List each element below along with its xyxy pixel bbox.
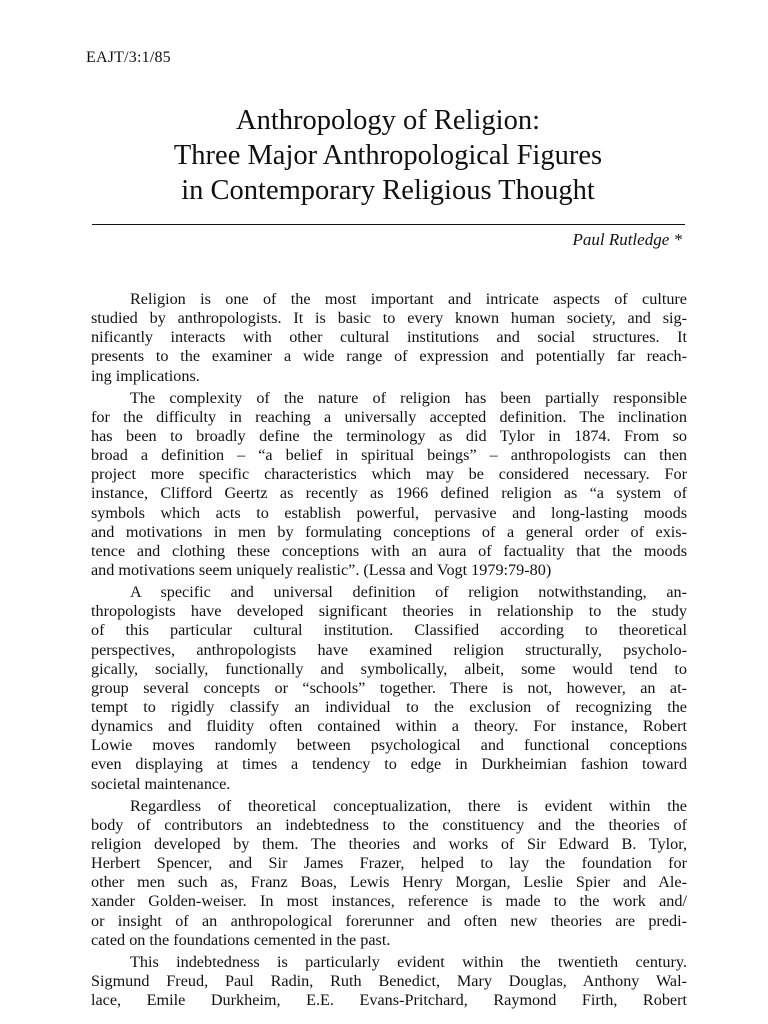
paragraph [91, 583, 687, 794]
text-line: This indebtedness is particularly evident within the twentieth century. [130, 952, 687, 971]
text-line: tence and clothing these conceptions with an aura of factuality that the moods [91, 541, 687, 560]
title-line: Three Major Anthropological Figures [173, 140, 603, 171]
paragraph [91, 797, 687, 950]
text-line: xander Golden-weiser. In most instances, reference is made to the work and/ [91, 892, 687, 911]
author-name: Paul Rutledge * [572, 230, 682, 249]
text-line: project more specific characteristics which may be considered necessary. For [91, 465, 687, 484]
text-line: studied by anthropologists. It is basic to every known human society, and sig- [91, 309, 687, 328]
text-line: nificantly interacts with other cultural institutions and social structures. It [91, 328, 687, 347]
text-line: presents to the examiner a wide range of expression and potentially far reach- [91, 347, 687, 366]
text-line: instance, Clifford Geertz as recently as 1966 defined religion as “a system of [91, 484, 687, 503]
paragraph [91, 290, 687, 386]
text-line: body of contributors an indebtedness to the constituency and the theories of [91, 815, 687, 834]
text-line: dynamics and fluidity often contained within a theory. For instance, Robert [91, 717, 687, 736]
text-line: Sigmund Freud, Paul Radin, Ruth Benedict, Mary Douglas, Anthony Wal- [91, 971, 687, 990]
journal-reference: EAJT/3:1/85 [86, 49, 171, 66]
text-line: The complexity of the nature of religion has been partially responsible [130, 388, 687, 407]
title-divider [92, 224, 685, 225]
text-line: gically, socially, functionally and symbolically, albeit, some would tend to [91, 659, 687, 678]
text-line: cated on the foundations cemented in the past. [91, 930, 391, 949]
text-line: has been to broadly define the terminology as did Tylor in 1874. From so [91, 426, 687, 445]
text-line: and motivations seem uniquely realistic”. (Lessa and Vogt 1979:79-80) [91, 560, 552, 579]
text-line: A specific and universal definition of religion notwithstanding, an- [130, 583, 687, 602]
article-body [91, 290, 687, 1013]
text-line: perspectives, anthropologists have examined religion structurally, psycholo- [91, 640, 687, 659]
text-line: Religion is one of the most important and intricate aspects of culture [130, 290, 687, 308]
title-line: in Contemporary Religious Thought [181, 175, 595, 206]
title-line: Anthropology of Religion: [236, 105, 540, 136]
text-line: even displaying at times a tendency to edge in Durkheimian fashion toward [91, 755, 687, 774]
text-line: Regardless of theoretical conceptualization, there is evident within the [130, 796, 687, 815]
text-line: of this particular cultural institution. Classified according to theoretical [91, 621, 687, 640]
text-line: symbols which acts to establish powerful, pervasive and long-lasting moods [91, 503, 687, 522]
text-line: for the difficulty in reaching a universally accepted definition. The inclination [91, 407, 687, 426]
text-line: and motivations in men by formulating conceptions of a general order of exis- [91, 522, 687, 541]
text-line: lace, Emile Durkheim, E.E. Evans-Pritchard, Raymond Firth, Robert [91, 991, 687, 1010]
text-line: ing implications. [91, 366, 200, 385]
text-line: other men such as, Franz Boas, Lewis Henry Morgan, Leslie Spier and Ale- [91, 873, 687, 892]
article-title [90, 103, 686, 208]
text-line: or insight of an anthropological forerunner and often new theories are predi- [91, 911, 687, 930]
text-line: thropologists have developed significant theories in relationship to the study [91, 602, 687, 621]
text-line: religion developed by them. The theories and works of Sir Edward B. Tylor, [91, 834, 687, 853]
text-line: tempt to rigidly classify an individual to the exclusion of recognizing the [91, 697, 687, 716]
text-line: broad a definition – “a belief in spiritual beings” – anthropologists can then [91, 446, 687, 465]
paragraph [91, 389, 687, 580]
paragraph [91, 953, 687, 1010]
text-line: group several concepts or “schools” together. There is not, however, an at- [91, 678, 687, 697]
text-line: societal maintenance. [91, 774, 231, 793]
text-line: Lowie moves randomly between psychological and functional conceptions [91, 736, 687, 755]
text-line: Herbert Spencer, and Sir James Frazer, helped to lay the foundation for [91, 854, 687, 873]
